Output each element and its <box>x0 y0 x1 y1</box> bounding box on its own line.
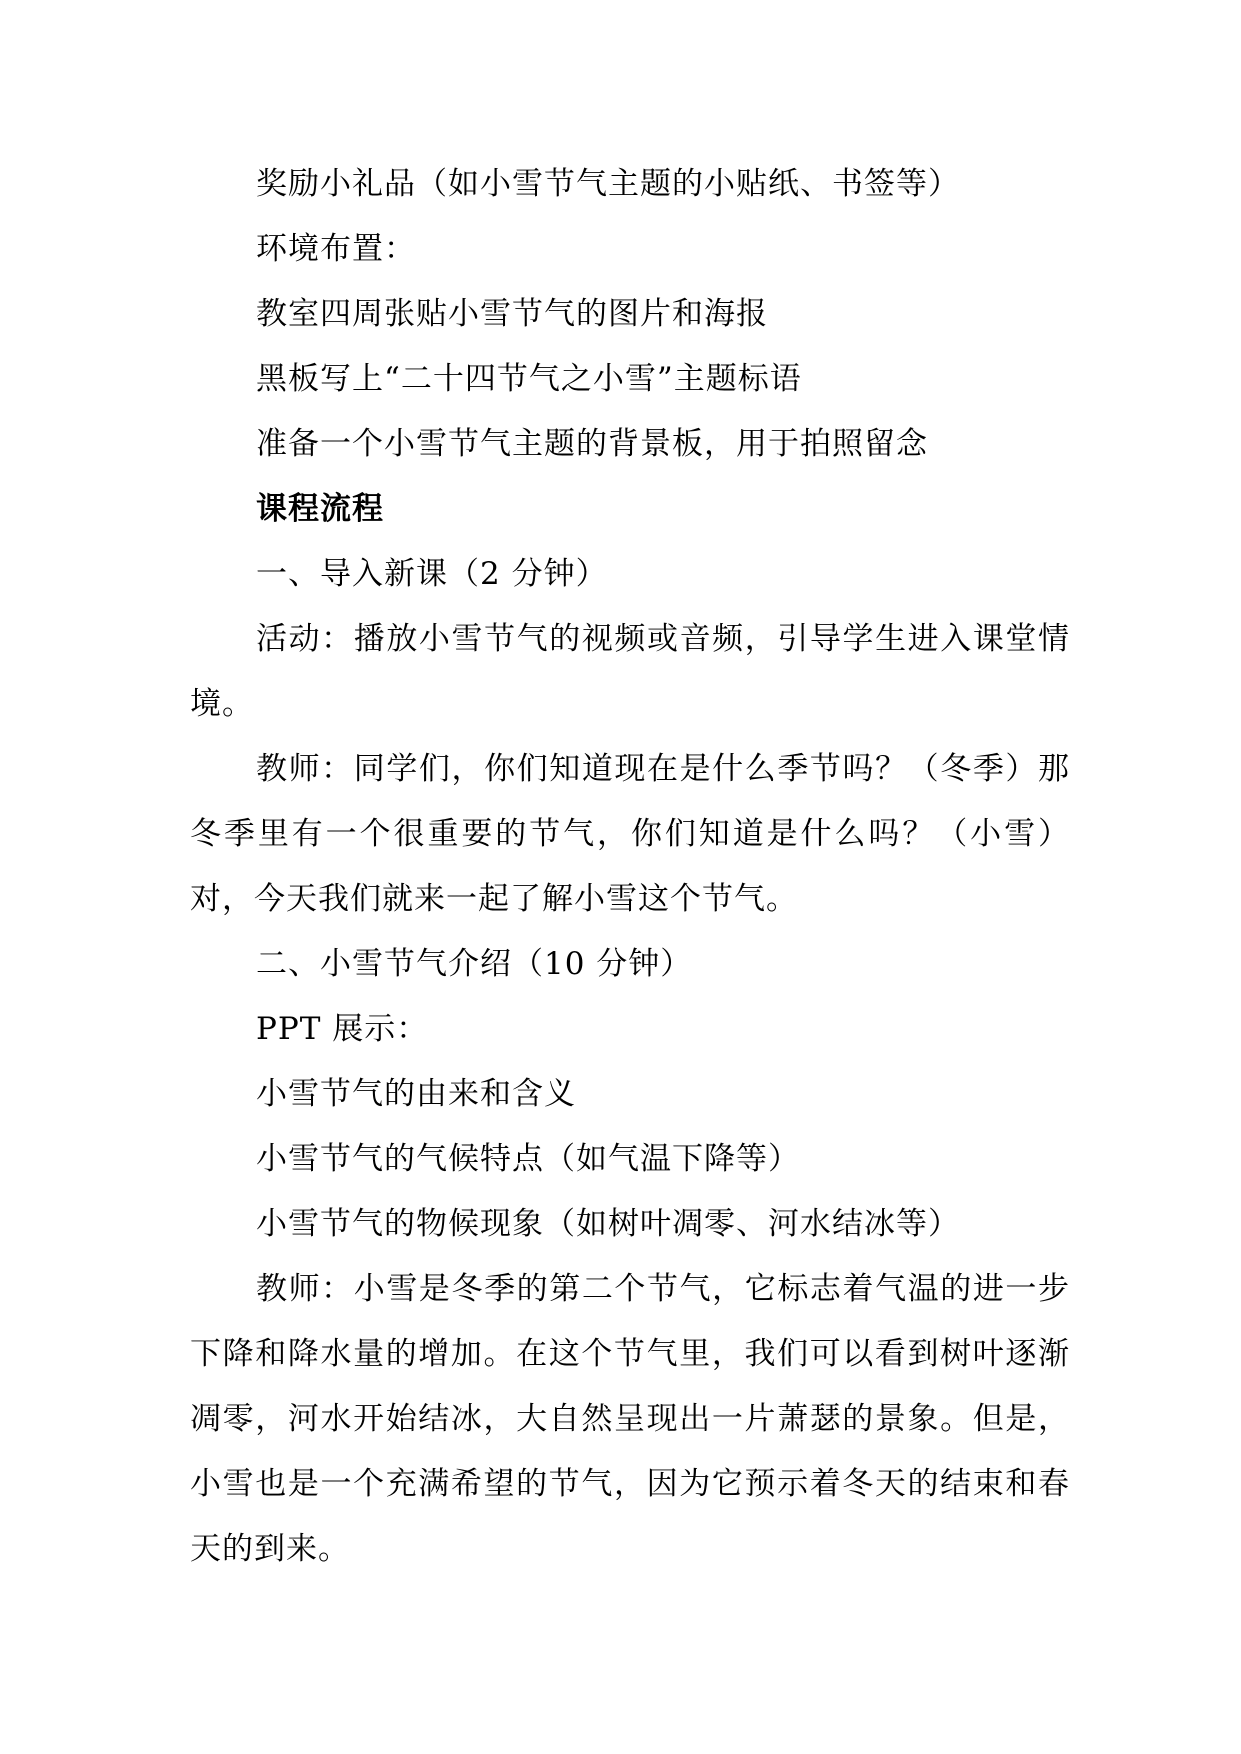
paragraph-reward-gifts: 奖励小礼品（如小雪节气主题的小贴纸、书签等） <box>256 166 960 202</box>
paragraph-intro-title: 一、导入新课（2 分钟） <box>256 556 608 592</box>
paragraph-teacher-dialogue: 教师：同学们，你们知道现在是什么季节吗？（冬季）那冬季里有一个很重要的节气，你们知道是什么吗？（小雪）对，今天我们就来一起了解小雪这个节气。 <box>190 751 1070 917</box>
section-heading-course-flow: 课程流程 <box>256 491 384 527</box>
paragraph-photo-background: 准备一个小雪节气主题的背景板，用于拍照留念 <box>256 426 928 462</box>
paragraph-ppt-display: PPT 展示： <box>256 1011 429 1047</box>
paragraph-introduction-title: 二、小雪节气介绍（10 分钟） <box>256 946 693 982</box>
paragraph-teacher-explanation: 教师：小雪是冬季的第二个节气，它标志着气温的进一步下降和降水量的增加。在这个节气里，我们可以看到树叶逐渐凋零，河水开始结冰，大自然呈现出一片萧瑟的景象。但是，小雪也是一个充满希望的节气，因为它预示着冬天的结束和春天的到来。 <box>190 1271 1070 1567</box>
paragraph-classroom-posters: 教室四周张贴小雪节气的图片和海报 <box>256 296 768 332</box>
paragraph-origin-meaning: 小雪节气的由来和含义 <box>256 1076 576 1112</box>
paragraph-intro-activity: 活动：播放小雪节气的视频或音频，引导学生进入课堂情境。 <box>190 621 1070 722</box>
paragraph-environment-setup: 环境布置： <box>256 231 416 267</box>
paragraph-climate-features: 小雪节气的气候特点（如气温下降等） <box>256 1141 800 1177</box>
paragraph-blackboard-slogan: 黑板写上“二十四节气之小雪”主题标语 <box>256 361 802 397</box>
paragraph-phenology: 小雪节气的物候现象（如树叶凋零、河水结冰等） <box>256 1206 960 1242</box>
